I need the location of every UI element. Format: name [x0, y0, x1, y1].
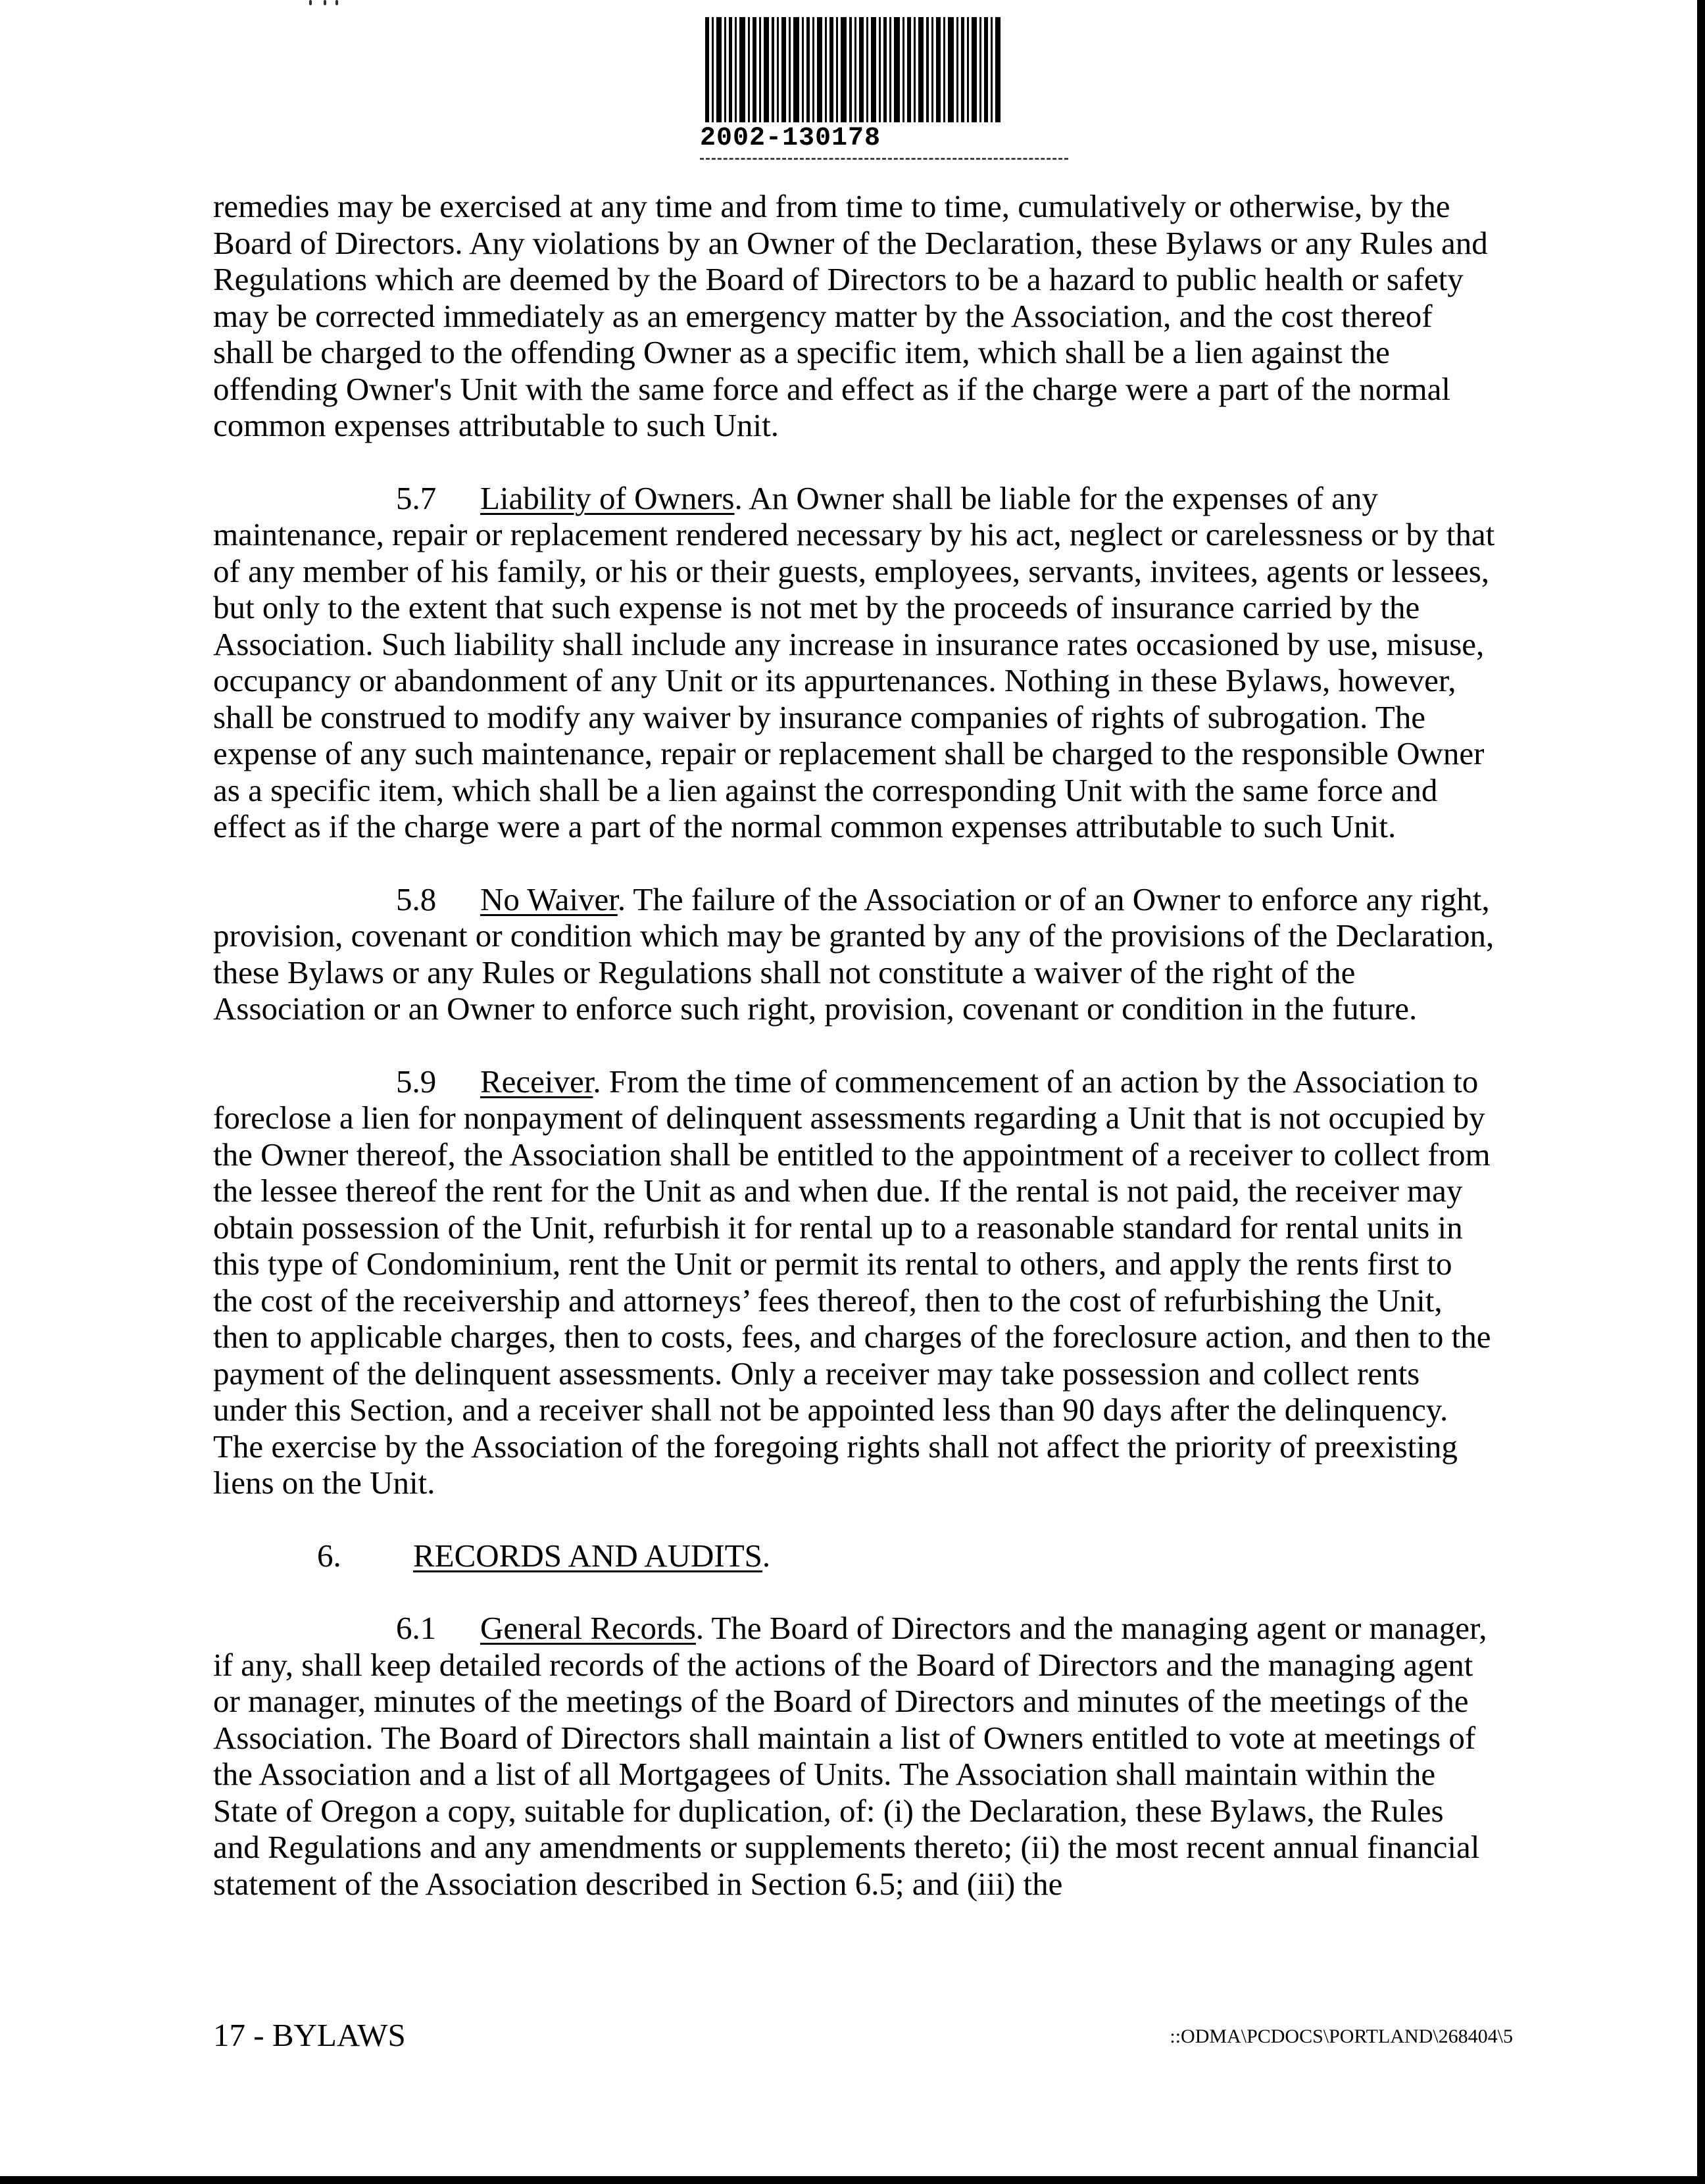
section-text: . The failure of the Association or of an Owner to enforce any right, provision, covenant or condition which may be granted by any of the provisions of the Declaration, these Bylaws or any Rules or Regulations shall not constitute a waiver of the right of the Association or an Owner to enforce such right, provision, covenant or condition in the future. — [213, 881, 1495, 1027]
section-number: 5.9 — [396, 1063, 437, 1100]
section-title: No Waiver — [480, 881, 618, 917]
section-number: 5.7 — [396, 479, 437, 516]
paragraph-text: remedies may be exercised at any time and from time to time, cumulatively or otherwise, by the Board of Directors. Any violations by an Owner of the Declaration, these Bylaws or any Rules and Regulations which are deemed by the Board of Directors to be a hazard to public health or safety may be corrected immediately as an emergency matter by the Association, and the cost thereof shall be charged to the offending Owner as a specific item, which shall be a lien against the offending Owner's Unit with the same force and effect as if the charge were a part of the normal common expenses attributable to such Unit. — [213, 188, 1488, 443]
document-body — [213, 188, 1496, 1938]
section-heading-suffix: . — [762, 1537, 771, 1574]
section-5-8 — [213, 881, 1496, 1027]
section-title: General Records — [480, 1610, 696, 1646]
section-number: 5.8 — [396, 881, 437, 917]
section-text: . An Owner shall be liable for the expenses of any maintenance, repair or replacement rendered necessary by his act, neglect or carelessness or by that of any member of his family, or his or their guests, employees, servants, invitees, agents or lessees, but only to the extent that such expense is not met by the proceeds of insurance carried by the Association. Such liability shall include any increase in insurance rates occasioned by use, misuse, occupancy or abandonment of any Unit or its appurtenances. Nothing in these Bylaws, however, shall be construed to modify any waiver by insurance companies of rights of subrogation. The expense of any such maintenance, repair or replacement shall be charged to the responsible Owner as a specific item, which shall be a lien against the corresponding Unit with the same force and effect as if the charge were a part of the normal common expenses attributable to such Unit. — [213, 479, 1495, 844]
paragraph-continuation — [213, 188, 1496, 444]
section-number: 6.1 — [396, 1610, 437, 1646]
section-5-9 — [213, 1063, 1496, 1501]
barcode-bars — [705, 17, 1001, 122]
section-title: Receiver — [480, 1063, 593, 1100]
scan-border-right — [1697, 0, 1705, 2184]
section-number: 6. — [317, 1537, 341, 1574]
section-6-heading — [213, 1538, 1496, 1574]
barcode — [700, 17, 1009, 162]
footer-doc-path: ::ODMA\PCDOCS\PORTLAND\268404\5 — [1170, 2026, 1513, 2047]
section-text: . From the time of commencement of an action by the Association to foreclose a lien for nonpayment of delinquent assessments regarding a Unit that is not occupied by the Owner thereof, the Association shall be entitled to the appointment of a receiver to collect from the lessee thereof the rent for the Unit as and when due. If the rental is not paid, the receiver may obtain possession of the Unit, refurbish it for rental up to a reasonable standard for rental units in this type of Condominium, rent the Unit or permit its rental to others, and apply the rents first to the cost of the receivership and attorneys’ fees thereof, then to the cost of refurbishing the Unit, then to applicable charges, then to costs, fees, and charges of the foreclosure action, and then to the payment of the delinquent assessments. Only a receiver may take possession and collect rents under this Section, and a receiver shall not be appointed less than 90 days after the delinquency. The exercise by the Association of the foregoing rights shall not affect the priority of preexisting liens on the Unit. — [213, 1063, 1491, 1501]
scan-artifact — [309, 0, 349, 7]
scan-border-bottom — [0, 2176, 1705, 2184]
section-5-7 — [213, 480, 1496, 845]
section-text: . The Board of Directors and the managing agent or manager, if any, shall keep detailed records of the actions of the Board of Directors and the managing agent or manager, minutes of the meetings of the Board of Directors and minutes of the meetings of the Association. The Board of Directors shall maintain a list of Owners entitled to vote at meetings of the Association and a list of all Mortgagees of Units. The Association shall maintain within the State of Oregon a copy, suitable for duplication, of: (i) the Declaration, these Bylaws, the Rules and Regulations and any amendments or supplements thereto; (ii) the most recent annual financial statement of the Association described in Section 6.5; and (iii) the — [213, 1610, 1487, 1902]
barcode-underline — [700, 158, 1068, 160]
section-title: Liability of Owners — [480, 479, 735, 516]
footer-page-label: 17 - BYLAWS — [213, 2017, 406, 2053]
barcode-number: 2002-130178 — [700, 124, 881, 153]
section-6-1 — [213, 1610, 1496, 1902]
section-heading: RECORDS AND AUDITS — [413, 1537, 762, 1574]
